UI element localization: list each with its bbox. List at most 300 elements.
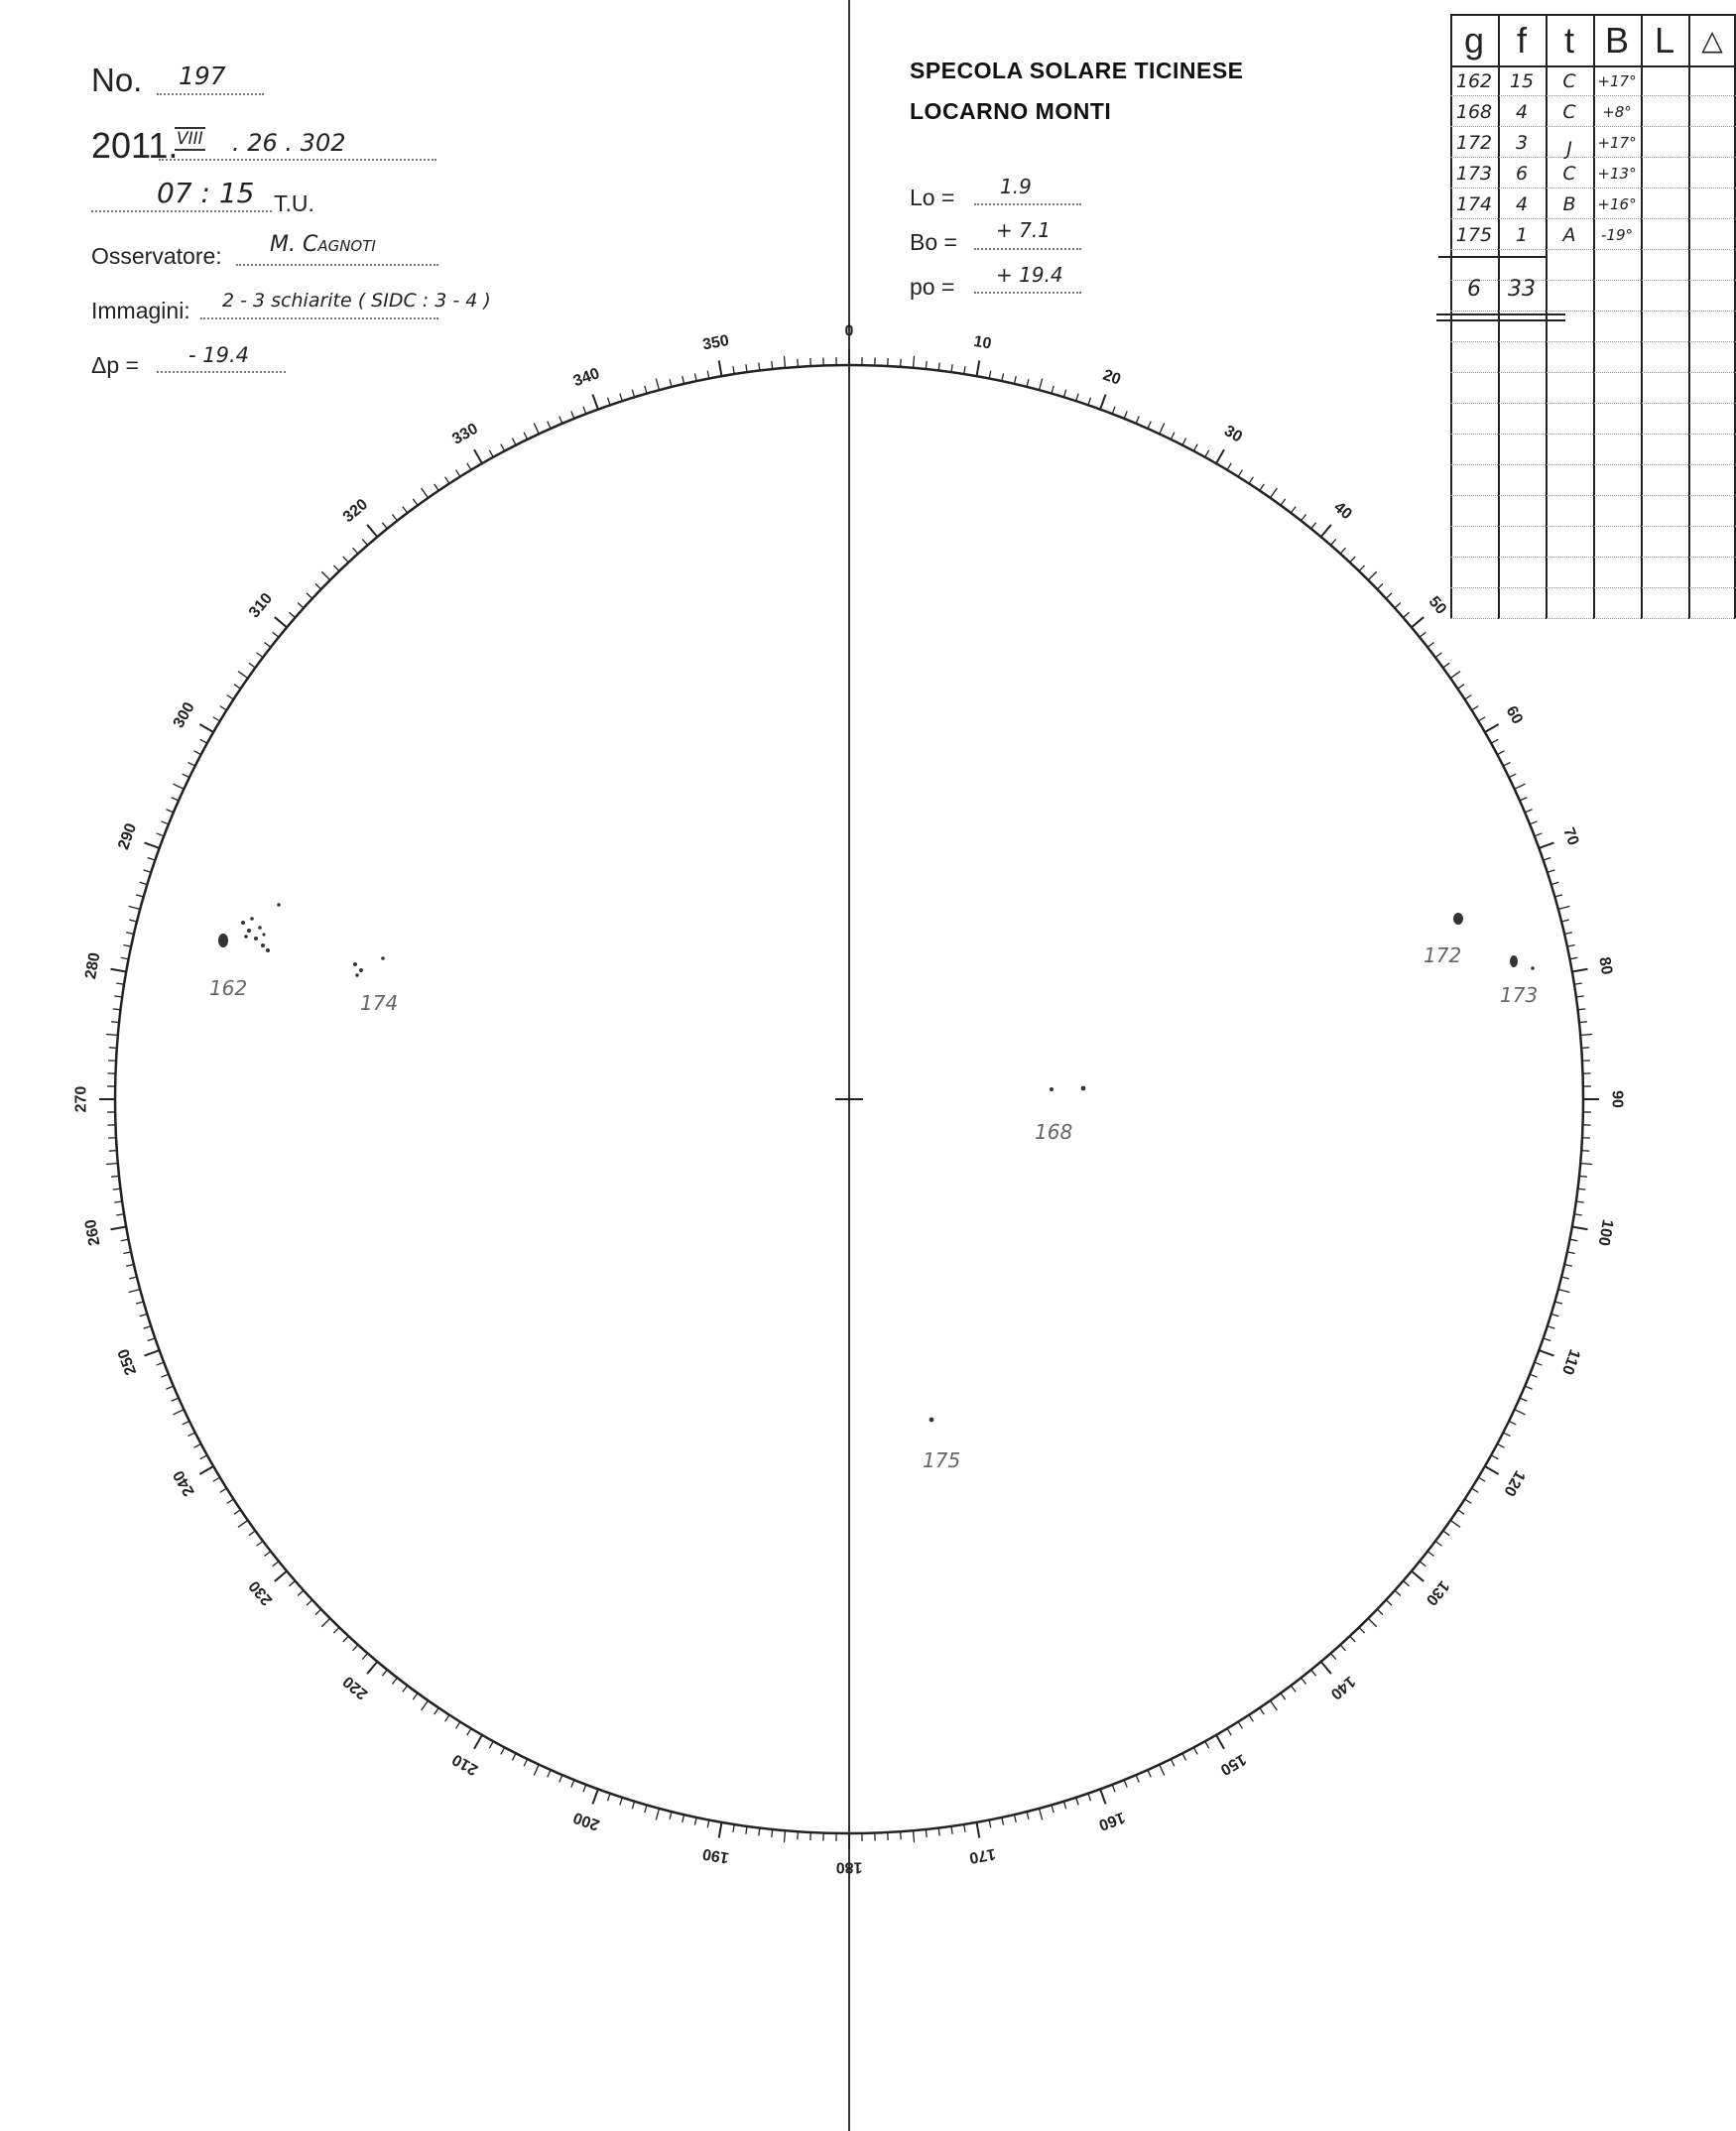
scale-label-240: 240 — [170, 1467, 198, 1499]
scale-tick — [343, 557, 348, 563]
scale-tick — [289, 612, 295, 617]
sunspot-group-162 — [209, 903, 281, 1000]
scale-tick — [265, 1552, 271, 1557]
scale-tick — [188, 1433, 195, 1437]
scale-label-170: 170 — [967, 1844, 998, 1866]
date-prefix: 2011. — [91, 125, 179, 166]
scale-tick — [620, 394, 622, 402]
scale-tick — [126, 1264, 134, 1266]
observer-value: M. Cagnoti — [270, 232, 376, 257]
scale-label-330: 330 — [449, 420, 481, 448]
scale-tick — [1443, 1531, 1449, 1536]
scale-tick — [1302, 1678, 1306, 1684]
scale-tick — [352, 548, 357, 554]
scale-tick — [257, 653, 263, 658]
scale-tick — [1567, 944, 1575, 946]
scale-label-280: 280 — [82, 950, 104, 981]
scale-tick — [1561, 1277, 1569, 1279]
scale-tick — [392, 515, 397, 521]
b0-value: + 7.1 — [996, 218, 1051, 242]
scale-tick — [166, 810, 173, 813]
scale-tick — [1216, 449, 1224, 463]
scale-tick — [413, 499, 418, 505]
scale-label-200: 200 — [570, 1808, 602, 1833]
scale-tick — [670, 1812, 672, 1819]
scale-tick — [116, 1214, 124, 1215]
institution-location: LOCARNO MONTI — [910, 98, 1112, 124]
images-dotted-line — [200, 317, 438, 319]
scale-label-70: 70 — [1559, 825, 1582, 848]
scale-tick — [1539, 842, 1553, 847]
scale-tick — [367, 1662, 377, 1674]
table-row-line — [1450, 95, 1736, 96]
scale-tick — [362, 539, 367, 545]
scale-tick — [1551, 1314, 1559, 1316]
scale-tick — [592, 1789, 597, 1804]
scale-tick — [1576, 1201, 1584, 1202]
group-label-174: 174 — [360, 991, 399, 1015]
scale-label-270: 270 — [72, 1085, 90, 1113]
scale-tick — [213, 717, 220, 721]
institution-name: SPECOLA SOLARE TICINESE — [910, 58, 1244, 83]
scale-label-160: 160 — [1096, 1808, 1128, 1833]
scale-tick — [1561, 920, 1569, 922]
scale-tick — [620, 1798, 622, 1806]
scale-tick — [759, 363, 760, 371]
l0-dotted-line — [974, 203, 1081, 205]
scale-tick — [989, 1819, 991, 1827]
scale-tick — [1027, 1812, 1029, 1819]
scale-tick — [1270, 1700, 1277, 1710]
delta-p-label: Δp = — [91, 352, 139, 378]
totals-double-line-1 — [1436, 313, 1565, 315]
scale-tick — [524, 1759, 528, 1766]
table-row-line — [1450, 495, 1736, 496]
table-row-line — [1450, 157, 1736, 158]
scale-tick — [1270, 488, 1277, 498]
scale-tick — [1100, 395, 1105, 410]
scale-tick — [583, 407, 586, 414]
scale-tick — [1112, 407, 1115, 414]
scale-tick — [199, 724, 213, 732]
scale-tick — [456, 1722, 460, 1729]
scale-label-250: 250 — [115, 1346, 141, 1378]
scale-tick — [136, 895, 144, 897]
scale-tick — [571, 1780, 574, 1787]
date-month: VIII — [177, 129, 203, 149]
scale-tick — [1554, 1302, 1562, 1304]
scale-tick — [1291, 507, 1296, 513]
scale-tick — [106, 1163, 118, 1164]
table-row-line — [1450, 126, 1736, 127]
scale-tick — [200, 739, 207, 743]
scale-tick — [1551, 882, 1559, 884]
table-row-line — [1450, 464, 1736, 465]
scale-tick — [1340, 548, 1345, 554]
time-dotted-line — [91, 210, 272, 212]
scale-tick — [183, 774, 189, 778]
scale-tick — [1472, 1488, 1479, 1492]
scale-tick — [109, 1048, 117, 1049]
scale-tick — [1465, 695, 1472, 699]
scale-tick — [1216, 1735, 1224, 1749]
total-groups: 6 — [1467, 277, 1481, 302]
date-rest: . 26 . 302 — [232, 129, 346, 157]
scale-tick — [707, 371, 709, 379]
scale-tick — [434, 1707, 438, 1714]
scale-tick — [474, 1735, 482, 1749]
scale-tick — [1580, 1034, 1592, 1035]
scale-tick — [129, 1277, 137, 1279]
totals-double-line-2 — [1436, 319, 1565, 321]
scale-tick — [798, 359, 799, 367]
scale-tick — [534, 1765, 539, 1776]
scale-tick — [632, 390, 634, 398]
scale-tick — [129, 920, 137, 922]
scale-tick — [1311, 523, 1316, 529]
l0-value: 1.9 — [1000, 175, 1032, 198]
scale-tick — [161, 1374, 168, 1377]
scale-tick — [403, 507, 408, 513]
scale-tick — [1182, 1753, 1186, 1760]
sunspot-group-173 — [1500, 955, 1538, 1007]
scale-tick — [1574, 983, 1582, 984]
scale-tick — [140, 1314, 148, 1316]
scale-tick — [1350, 557, 1355, 563]
scale-tick — [645, 386, 647, 394]
table-row-line — [1450, 557, 1736, 558]
scale-tick — [1530, 821, 1537, 824]
scale-tick — [422, 1700, 429, 1710]
scale-tick — [1472, 706, 1479, 710]
scale-tick — [113, 1189, 121, 1190]
scale-tick — [733, 1824, 734, 1832]
scale-tick — [1503, 1433, 1510, 1437]
scale-tick — [298, 1590, 304, 1595]
scale-tick — [976, 1822, 979, 1838]
scale-tick — [1040, 379, 1043, 391]
scale-label-80: 80 — [1595, 955, 1616, 976]
scale-tick — [938, 363, 939, 371]
scale-tick — [113, 1009, 121, 1010]
scale-tick — [1160, 423, 1165, 434]
scale-tick — [1579, 1022, 1587, 1023]
time-value: 07 : 15 — [157, 177, 255, 209]
scale-tick — [1395, 1590, 1401, 1595]
scale-tick — [123, 1252, 131, 1254]
scale-tick — [1368, 571, 1376, 579]
scale-tick — [315, 1609, 321, 1615]
scale-tick — [1330, 1653, 1335, 1659]
scale-tick — [188, 762, 195, 766]
scale-tick — [1450, 1520, 1460, 1527]
scale-tick — [1205, 450, 1209, 457]
scale-tick — [1412, 1571, 1424, 1581]
scale-tick — [1530, 1374, 1537, 1377]
scale-tick — [1088, 1794, 1091, 1802]
scale-tick — [321, 571, 329, 579]
scale-tick — [1503, 762, 1510, 766]
scale-tick — [1260, 484, 1264, 491]
group-statistics-table: g f t B L △ 162 15 C +17° 168 4 C +8° 172 3 J +17° 173 6 C +13° 174 4 B +16° 175 1 A -19° 6 33 — [1450, 14, 1736, 619]
scale-tick — [1281, 1693, 1286, 1699]
scale-tick — [114, 1201, 122, 1202]
scale-tick — [1311, 1670, 1316, 1676]
scale-tick — [784, 356, 785, 368]
number-dotted-line — [157, 93, 264, 95]
scale-tick — [913, 1830, 914, 1842]
scale-tick — [106, 1034, 118, 1035]
scale-tick — [1359, 565, 1365, 571]
scale-tick — [145, 1350, 160, 1355]
scale-tick — [512, 1753, 516, 1760]
scale-tick — [1478, 1477, 1485, 1481]
scale-tick — [352, 1645, 357, 1651]
scale-tick — [114, 996, 122, 997]
table-row-line — [1450, 434, 1736, 435]
scale-tick — [1544, 857, 1551, 860]
scale-tick — [1520, 798, 1527, 801]
scale-tick — [123, 944, 131, 946]
scale-tick — [220, 706, 227, 710]
scale-tick — [249, 1531, 255, 1536]
table-row-line — [1450, 249, 1736, 250]
scale-tick — [1539, 1350, 1553, 1355]
scale-label-350: 350 — [700, 332, 731, 354]
scale-tick — [1386, 1600, 1392, 1605]
scale-tick — [467, 1728, 471, 1735]
scale-tick — [1497, 751, 1504, 755]
scale-tick — [321, 1618, 329, 1626]
scale-tick — [1515, 784, 1526, 789]
scale-tick — [1485, 724, 1499, 732]
sunspot-group-174 — [353, 956, 398, 1015]
scale-tick — [1002, 1818, 1004, 1825]
scale-tick — [1238, 470, 1242, 477]
scale-tick — [1535, 1362, 1542, 1365]
scale-tick — [227, 695, 234, 699]
time-unit: T.U. — [274, 190, 314, 216]
scale-tick — [1281, 499, 1286, 505]
scale-tick — [719, 1822, 722, 1838]
scale-tick — [719, 360, 722, 376]
scale-tick — [1076, 394, 1078, 402]
scale-tick — [1124, 1780, 1127, 1787]
observer-label: Osservatore: — [91, 243, 222, 269]
scale-tick — [392, 1678, 397, 1684]
number-value: 197 — [179, 62, 226, 90]
scale-tick — [1136, 1775, 1139, 1782]
scale-tick — [367, 525, 377, 537]
scale-tick — [382, 1670, 387, 1676]
scale-tick — [121, 957, 129, 959]
scale-tick — [1395, 602, 1401, 607]
scale-tick — [1027, 379, 1029, 387]
date-dotted-line — [159, 159, 436, 161]
scale-tick — [109, 1151, 117, 1152]
scale-tick — [172, 798, 179, 801]
scale-tick — [403, 1686, 408, 1692]
scale-tick — [307, 593, 312, 598]
scale-label-130: 130 — [1422, 1576, 1453, 1609]
scale-tick — [183, 1421, 189, 1425]
scale-tick — [1564, 1264, 1572, 1266]
scale-tick — [220, 1488, 227, 1492]
scale-tick — [173, 784, 184, 789]
scale-label-100: 100 — [1594, 1217, 1616, 1248]
scale-tick — [548, 422, 551, 429]
scale-tick — [1171, 433, 1175, 439]
scale-tick — [1558, 906, 1570, 909]
scale-tick — [1443, 663, 1449, 668]
scale-tick — [1386, 593, 1392, 598]
scale-tick — [1052, 1805, 1054, 1813]
scale-label-210: 210 — [449, 1750, 481, 1779]
scale-tick — [298, 602, 304, 607]
scale-tick — [172, 1398, 179, 1401]
table-row-line — [1450, 218, 1736, 219]
scale-tick — [1581, 1151, 1589, 1152]
scale-tick — [746, 1826, 747, 1834]
scale-tick — [1450, 672, 1460, 679]
scale-tick — [1548, 870, 1555, 872]
images-value: 2 - 3 schiarite ( SIDC : 3 - 4 ) — [222, 290, 491, 312]
scale-label-90: 90 — [1608, 1090, 1626, 1108]
scale-label-0: 0 — [844, 322, 854, 340]
scale-tick — [694, 1818, 696, 1825]
header-t: t — [1563, 20, 1574, 61]
scale-label-290: 290 — [115, 820, 141, 852]
scale-tick — [1577, 1009, 1585, 1010]
scale-label-300: 300 — [170, 699, 198, 731]
scale-tick — [121, 1239, 129, 1241]
scale-label-30: 30 — [1221, 422, 1245, 446]
scale-tick — [656, 1809, 659, 1820]
scale-tick — [1567, 1252, 1575, 1254]
scale-tick — [1580, 1163, 1592, 1164]
scale-tick — [964, 366, 965, 374]
scale-tick — [571, 411, 574, 418]
scale-tick — [1457, 1510, 1464, 1514]
scale-tick — [1321, 525, 1331, 537]
scale-tick — [707, 1819, 709, 1827]
scale-label-140: 140 — [1326, 1672, 1359, 1703]
scale-tick — [136, 1302, 144, 1304]
total-spots: 33 — [1508, 277, 1536, 302]
scale-tick — [1509, 1421, 1516, 1425]
scale-tick — [1124, 411, 1127, 418]
header-delta: △ — [1701, 25, 1723, 56]
scale-tick — [249, 663, 255, 668]
scale-tick — [234, 1510, 241, 1514]
scale-tick — [1544, 1338, 1551, 1341]
scale-tick — [1564, 933, 1572, 935]
scale-tick — [1368, 1618, 1376, 1626]
scale-tick — [559, 416, 562, 423]
scale-tick — [1569, 1239, 1577, 1241]
scale-tick — [1569, 957, 1577, 959]
scale-tick — [275, 1571, 287, 1581]
table-row-line — [1450, 341, 1736, 342]
scale-tick — [1330, 539, 1335, 545]
table-row-line — [1450, 311, 1736, 312]
scale-tick — [772, 361, 773, 369]
scale-tick — [1581, 1048, 1589, 1049]
scale-tick — [1427, 1552, 1433, 1557]
scale-tick — [1579, 1176, 1587, 1177]
header-f: f — [1516, 20, 1527, 61]
scale-tick — [1377, 583, 1383, 589]
scale-tick — [1238, 1722, 1242, 1729]
scale-tick — [1548, 1326, 1555, 1328]
scale-tick — [144, 1326, 152, 1328]
scale-tick — [512, 439, 516, 445]
sunspot-group-172 — [1424, 913, 1463, 967]
table-row-line — [1450, 587, 1736, 588]
scale-tick — [140, 882, 148, 884]
scale-tick — [1249, 477, 1253, 484]
scale-tick — [489, 450, 493, 457]
scale-tick — [161, 821, 168, 824]
scale-tick — [1193, 1747, 1197, 1754]
scale-label-310: 310 — [245, 589, 277, 622]
scale-tick — [798, 1831, 799, 1839]
scale-tick — [1377, 1609, 1383, 1615]
scale-tick — [445, 1715, 449, 1722]
scale-label-180: 180 — [835, 1858, 863, 1876]
scale-tick — [1576, 996, 1584, 997]
scale-label-10: 10 — [972, 332, 993, 353]
scale-tick — [1136, 416, 1139, 423]
scale-tick — [166, 1386, 173, 1389]
scale-tick — [238, 1520, 248, 1527]
scale-tick — [670, 379, 672, 387]
scale-tick — [1420, 1562, 1426, 1567]
scale-tick — [656, 379, 659, 391]
scale-tick — [1148, 1770, 1151, 1777]
scale-label-50: 50 — [1425, 593, 1450, 618]
p0-value: + 19.4 — [996, 263, 1063, 287]
scale-tick — [116, 983, 124, 984]
scale-tick — [1227, 1728, 1231, 1735]
scale-tick — [343, 1636, 348, 1642]
scale-tick — [524, 433, 528, 439]
scale-tick — [194, 751, 201, 755]
scale-tick — [559, 1775, 562, 1782]
scale-tick — [110, 969, 126, 972]
scale-tick — [1491, 739, 1498, 743]
scale-tick — [784, 1830, 785, 1842]
group-label-172: 172 — [1424, 943, 1462, 967]
scale-tick — [333, 1627, 339, 1633]
scale-tick — [1535, 833, 1542, 836]
scale-tick — [275, 617, 287, 627]
scale-tick — [1063, 1802, 1065, 1810]
scale-tick — [901, 1831, 902, 1839]
p0-dotted-line — [974, 292, 1081, 294]
scale-tick — [1572, 1226, 1588, 1229]
scale-tick — [422, 488, 429, 498]
scale-tick — [111, 1176, 119, 1177]
scale-tick — [173, 1410, 184, 1415]
header-g: g — [1463, 20, 1485, 61]
scale-tick — [1491, 1455, 1498, 1459]
scale-label-150: 150 — [1217, 1750, 1249, 1779]
scale-tick — [632, 1802, 634, 1810]
scale-tick — [445, 477, 449, 484]
scale-tick — [1260, 1707, 1264, 1714]
scale-tick — [501, 1747, 505, 1754]
